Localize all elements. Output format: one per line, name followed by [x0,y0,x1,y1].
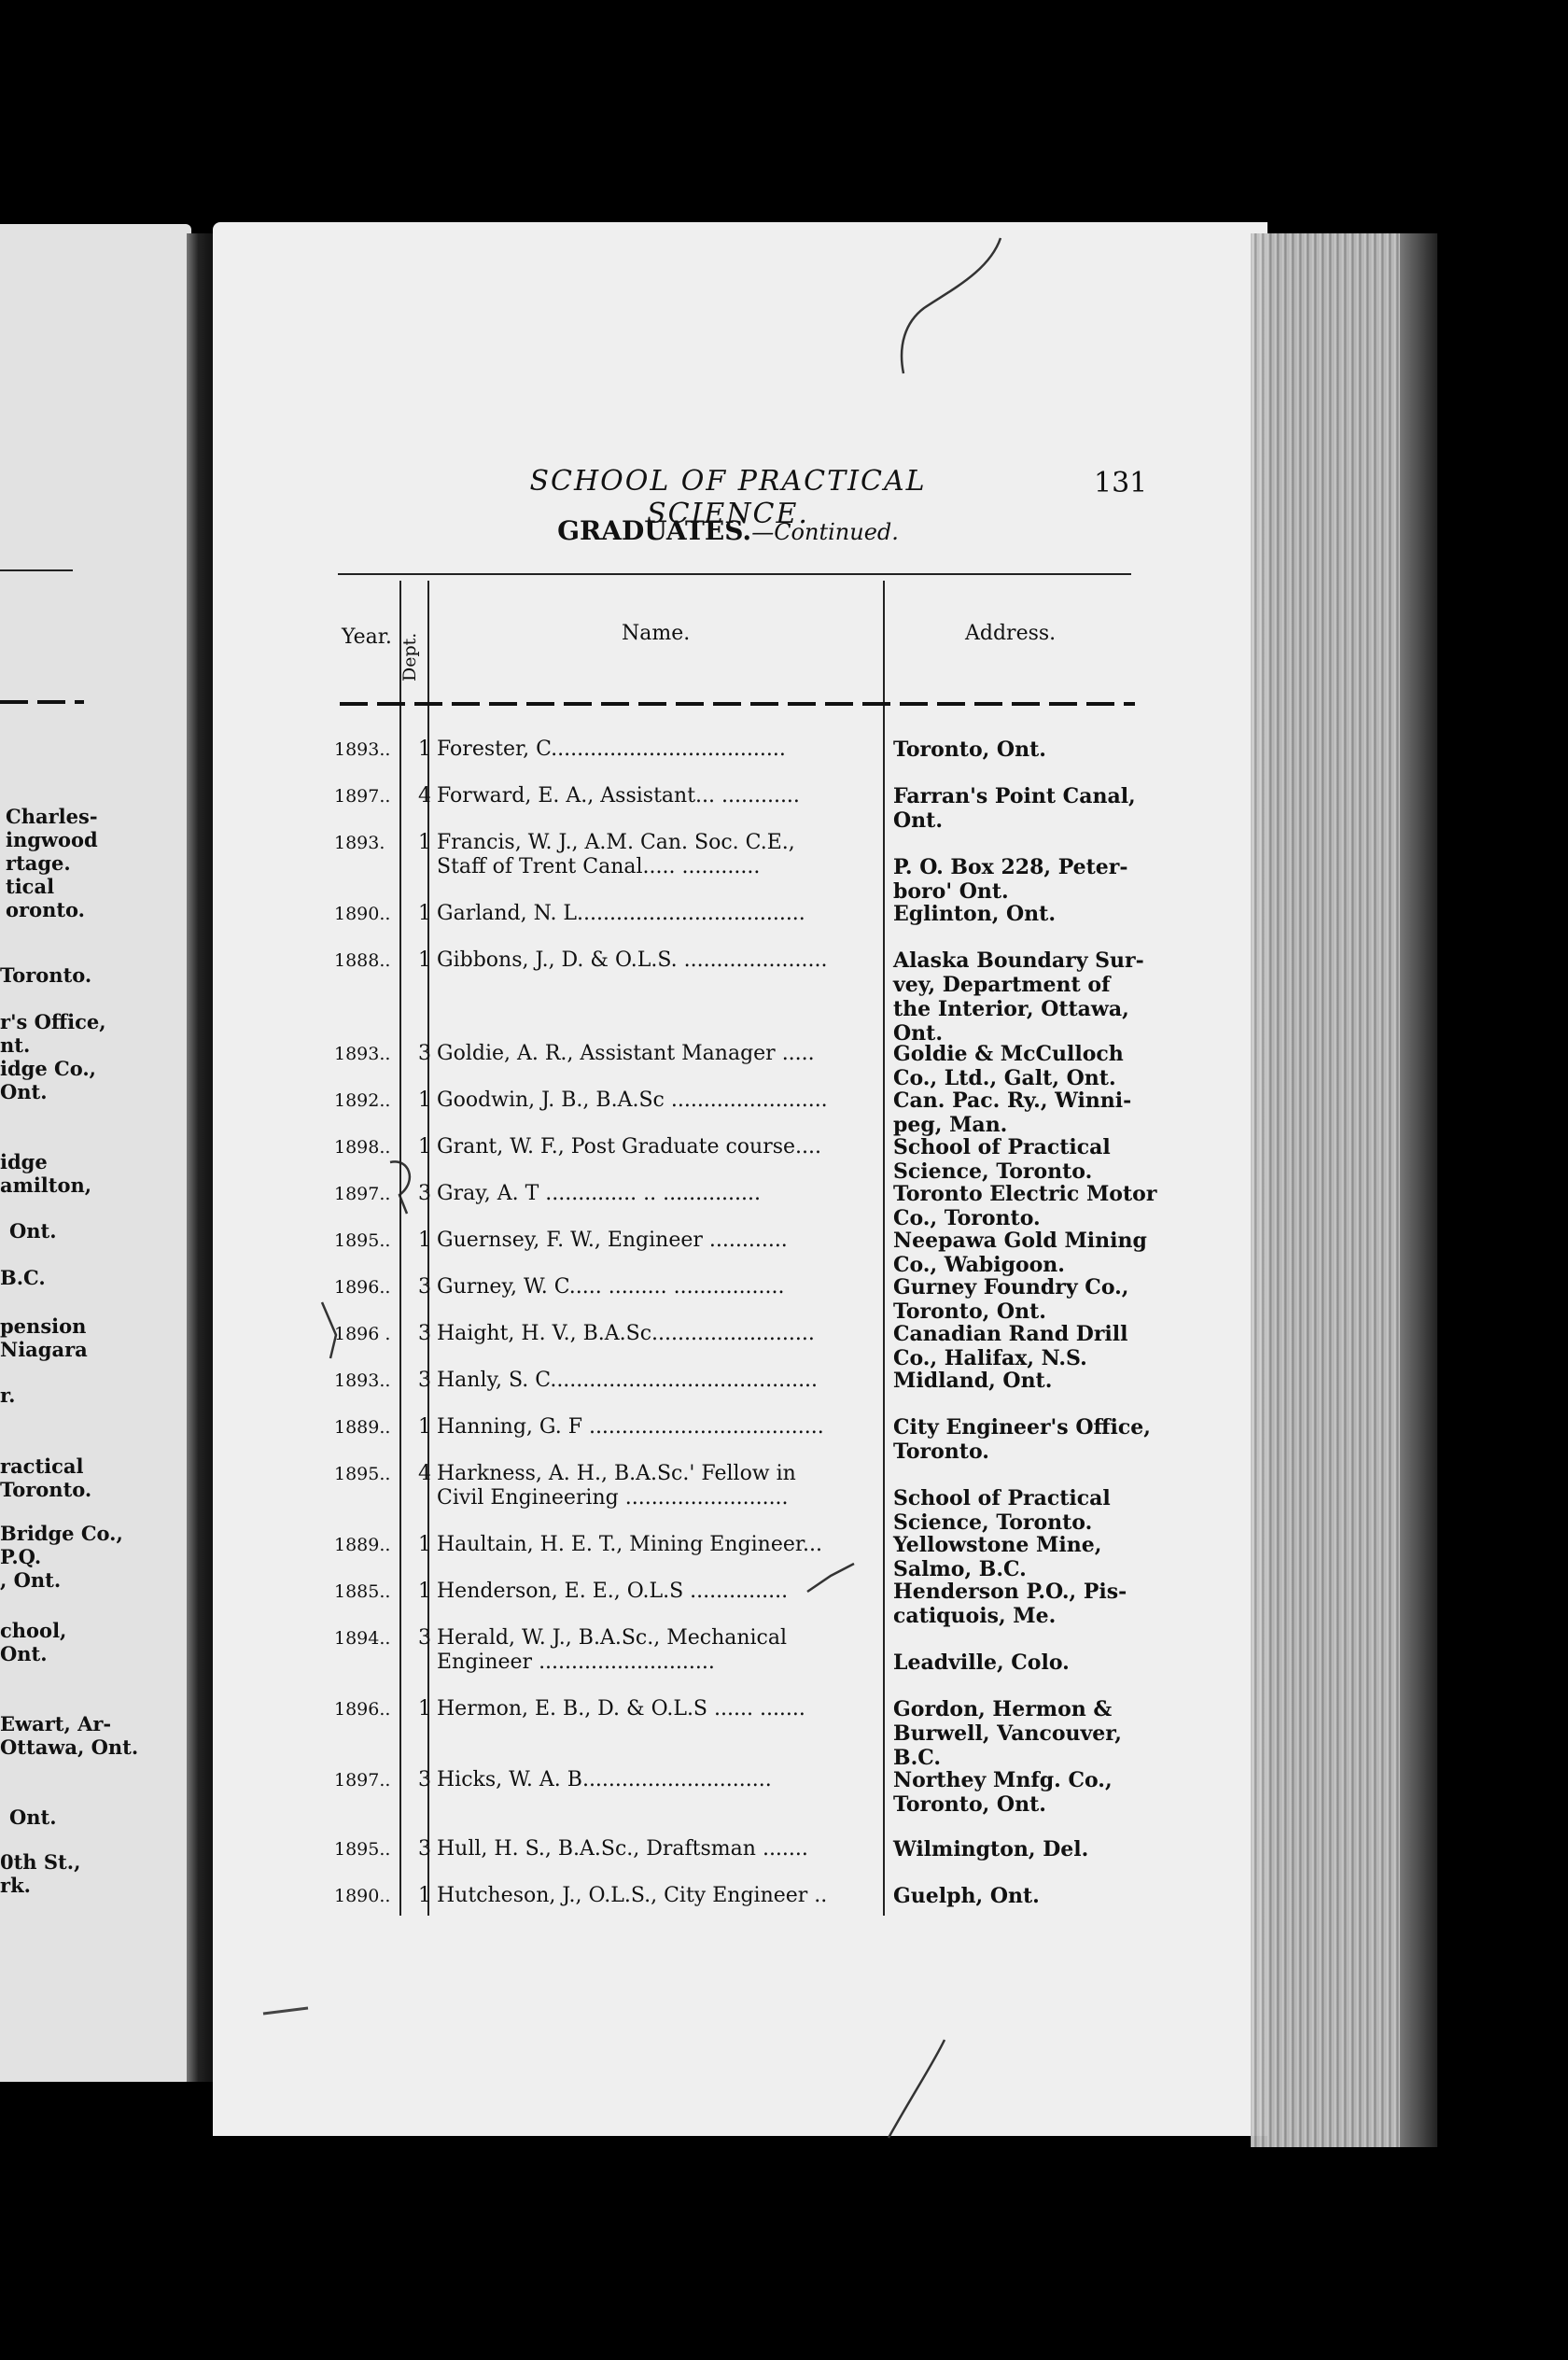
page-edges [1251,233,1400,2147]
row-name: Hanly, S. C......................................... [437,1369,819,1392]
left-fragment: idge amilton, [0,1150,92,1197]
row-year: 1893.. [334,1370,391,1391]
row-dept: 1 [418,1415,431,1439]
row-name: Gurney, W. C..... ......... ................. [437,1275,785,1299]
row-dept: 1 [418,738,431,761]
left-fragment: 0th St., rk. [0,1850,81,1897]
left-fragment: B.C. [0,1266,46,1289]
row-address: School of Practical Science, Toronto. [893,1486,1111,1535]
row-dept: 1 [418,1884,431,1907]
row-name: Forester, C.................................... [437,738,786,761]
row-dept: 3 [418,1768,431,1791]
row-year: 1893.. [334,1044,391,1064]
row-dept: 1 [418,948,431,972]
row-address: Northey Mnfg. Co., Toronto, Ont. [893,1768,1113,1817]
row-name: Henderson, E. E., O.L.S ............... [437,1580,789,1603]
year-column-header: Year. [342,625,392,649]
row-dept: 3 [418,1369,431,1392]
row-name: Haight, H. V., B.A.Sc......................... [437,1322,815,1345]
row-address: Goldie & McCulloch Co., Ltd., Galt, Ont. [893,1042,1124,1090]
left-fragment: Toronto. [0,963,92,987]
row-year: 1896.. [334,1699,391,1720]
dept-column-left-line [399,581,401,1916]
left-fragment: Charles- ingwood rtage. tical oronto. [6,805,98,921]
row-year: 1890.. [334,1886,391,1906]
row-year: 1889.. [334,1417,391,1438]
row-address: Wilmington, Del. [893,1837,1089,1861]
row-year: 1897.. [334,1770,391,1791]
row-year: 1897.. [334,786,391,807]
left-fragment: r. [0,1384,16,1407]
left-fragment: Ewart, Ar- Ottawa, Ont. [0,1712,139,1759]
row-name: Hutcheson, J., O.L.S., City Engineer .. [437,1884,828,1907]
row-name: Hanning, G. F .................................... [437,1415,824,1439]
row-address: Toronto, Ont. [893,738,1046,762]
row-address: Gurney Foundry Co., Toronto, Ont. [893,1275,1129,1324]
row-year: 1890.. [334,904,391,924]
book-gutter [187,233,213,2082]
row-dept: 3 [418,1182,431,1205]
row-year: 1889.. [334,1535,391,1555]
row-dept: 1 [418,1229,431,1252]
subtitle-text: GRADUATES. [557,515,752,546]
row-address: Midland, Ont. [893,1369,1053,1393]
row-year: 1895.. [334,1230,391,1251]
row-dept: 1 [418,1580,431,1603]
row-address: Canadian Rand Drill Co., Halifax, N.S. [893,1322,1128,1370]
left-fragment: r's Office, nt. idge Co., Ont. [0,1010,106,1103]
row-dept: 3 [418,1042,431,1065]
row-address: School of Practical Science, Toronto. [893,1135,1111,1184]
row-dept: 3 [418,1837,431,1861]
row-address: Eglinton, Ont. [893,902,1056,926]
row-name: Haultain, H. E. T., Mining Engineer... [437,1533,822,1556]
address-column-header: Address. [965,622,1057,645]
page-number: 131 [1094,467,1148,499]
row-dept: 1 [418,831,431,854]
row-dept: 1 [418,902,431,925]
left-fragment: chool, Ont. [0,1619,67,1665]
header-bottom-rule [340,702,1135,706]
row-address: Can. Pac. Ry., Winni- peg, Man. [893,1089,1132,1137]
pencil-dash-margin [261,2002,317,2021]
name-column-header: Name. [622,622,691,645]
page-edge-shadow [1400,233,1437,2147]
row-year: 1885.. [334,1581,391,1602]
pencil-mark-top [896,233,1017,383]
row-name: Gray, A. T .............. .. ............... [437,1182,762,1205]
row-name: Gibbons, J., D. & O.L.S. ...................... [437,948,828,972]
left-fragment: ractical Toronto. [0,1454,92,1501]
row-name: Hermon, E. B., D. & O.L.S ...... ....... [437,1697,805,1721]
row-year: 1895.. [334,1464,391,1484]
row-dept: 4 [418,784,431,808]
row-name: Herald, W. J., B.A.Sc., Mechanical Engineer ........................... [437,1626,788,1674]
left-page-dashrule [0,700,84,704]
row-year: 1896 . [334,1324,391,1344]
left-fragment: Ont. [9,1805,57,1829]
row-year: 1898.. [334,1137,391,1158]
row-year: 1895.. [334,1839,391,1860]
row-address: Leadville, Colo. [893,1651,1070,1675]
row-dept: 3 [418,1275,431,1299]
row-year: 1893. [334,833,385,853]
left-fragment: pension Niagara [0,1314,88,1361]
row-dept: 3 [418,1626,431,1650]
row-name: Francis, W. J., A.M. Can. Soc. C.E., Staff of Trent Canal..... ............ [437,831,795,878]
row-dept: 1 [418,1533,431,1556]
row-address: Farran's Point Canal, Ont. [893,784,1136,833]
row-year: 1894.. [334,1628,391,1649]
row-name: Hicks, W. A. B............................. [437,1768,772,1791]
row-dept: 1 [418,1089,431,1112]
header-top-rule [338,573,1131,575]
row-address: Toronto Electric Motor Co., Toronto. [893,1182,1157,1230]
row-dept: 3 [418,1322,431,1345]
row-address: P. O. Box 228, Peter- boro' Ont. [893,855,1128,904]
row-address: Guelph, Ont. [893,1884,1040,1908]
row-year: 1896.. [334,1277,391,1298]
row-name: Goodwin, J. B., B.A.Sc ........................ [437,1089,828,1112]
row-dept: 4 [418,1462,431,1485]
dept-column-header: Dept. [399,632,420,682]
section-subtitle [523,515,933,546]
row-year: 1888.. [334,950,391,971]
row-year: 1892.. [334,1090,391,1111]
row-address: Yellowstone Mine, Salmo, B.C. [893,1533,1102,1581]
row-dept: 1 [418,1135,431,1159]
row-address: Neepawa Gold Mining Co., Wabigoon. [893,1229,1147,1277]
row-address: Henderson P.O., Pis- catiquois, Me. [893,1580,1127,1628]
row-name: Forward, E. A., Assistant... ............ [437,784,800,808]
left-page [0,224,191,2082]
row-year: 1893.. [334,739,391,760]
row-address: Gordon, Hermon & Burwell, Vancouver, B.C. [893,1697,1122,1770]
row-address: City Engineer's Office, Toronto. [893,1415,1151,1464]
left-page-rule [0,569,73,571]
row-name: Goldie, A. R., Assistant Manager ..... [437,1042,815,1065]
row-name: Harkness, A. H., B.A.Sc.' Fellow in Civil Engineering ......................... [437,1462,796,1510]
row-year: 1897.. [334,1184,391,1204]
row-address: Alaska Boundary Sur- vey, Department of the Interior, Ottawa, Ont. [893,948,1144,1046]
pencil-mark-bottom [877,2035,952,2147]
row-dept: 1 [418,1697,431,1721]
row-name: Hull, H. S., B.A.Sc., Draftsman ....... [437,1837,808,1861]
left-fragment: Bridge Co., P.Q. , Ont. [0,1522,123,1592]
running-title: SCHOOL OF PRACTICAL SCIENCE. [529,465,927,530]
row-name: Garland, N. L................................... [437,902,805,925]
row-name: Guernsey, F. W., Engineer ............ [437,1229,788,1252]
subtitle-continued: —Continued. [751,519,899,545]
row-name: Grant, W. F., Post Graduate course.... [437,1135,822,1159]
left-fragment: Ont. [9,1219,57,1243]
